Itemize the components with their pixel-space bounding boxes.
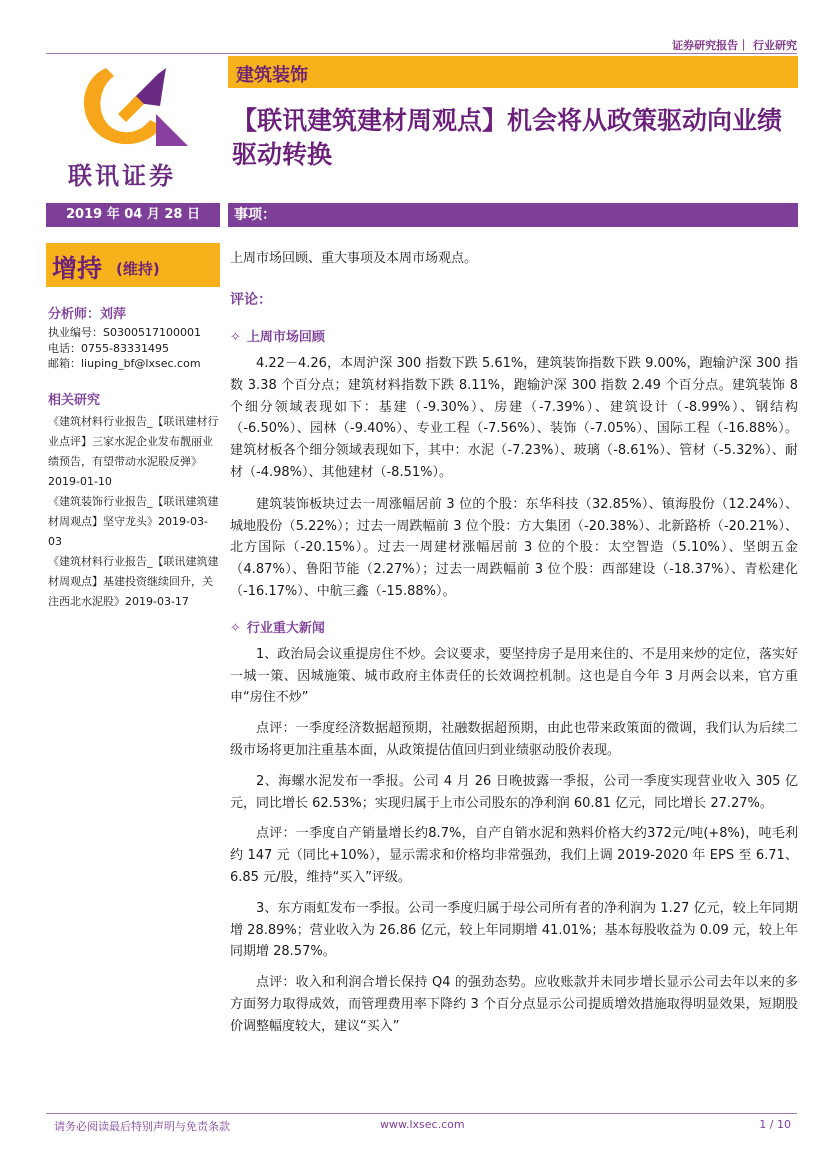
news-paragraph: 3、东方雨虹发布一季报。公司一季度归属于母公司所有者的净利润为 1.27 亿元，较上年同期增 28.89%；营业收入为 26.86 亿元，较上年同期增 41.01%；基本每股收益为 0.09 元，较上年同期增 28.57%。 [230, 900, 798, 960]
news-paragraph: 点评：一季度自产销量增长约8.7%，自产自销水泥和熟料价格大约372元/吨(+8%)，吨毛利约 147 元（同比+10%），显示需求和价格均非常强劲，我们上调 2019-2020 年 EPS 至 6.71、6.85 元/股，维持“买入”评级。 [230, 826, 798, 885]
analyst-email[interactable]: 邮箱：liuping_bf@lxsec.com [48, 357, 201, 370]
section-heading-market-review: ✧ 上周市场回顾 [230, 330, 325, 345]
footer-divider [46, 1113, 797, 1114]
topic-label: 事项： [228, 203, 798, 227]
rating-sub: (维持) [116, 260, 160, 278]
diamond-icon: ✧ [230, 620, 241, 636]
sector-banner [228, 56, 798, 88]
sidebar [48, 303, 220, 612]
footer-website[interactable]: www.lxsec.com [380, 1118, 465, 1131]
company-logo [62, 62, 212, 190]
analyst-label: 分析师：刘萍 [48, 307, 127, 322]
rating-main: 增持 [52, 254, 103, 283]
header-divider [46, 53, 797, 54]
logo-mark-icon [62, 62, 212, 158]
intro-text: 上周市场回顾、重大事项及本周市场观点。 [230, 251, 478, 266]
news-paragraph: 2、海螺水泥发布一季报。公司 4 月 26 日晚披露一季报，公司一季度实现营业收入 305 亿元，同比增长 62.53%；实现归属于上市公司股东的净利润 60.81 亿元，同比增长 27.27%。 [230, 773, 798, 811]
related-item[interactable]: 《建筑装饰行业报告_【联讯建筑建材周观点】坚守龙头》2019-03-03 [48, 494, 219, 548]
related-item[interactable]: 《建筑材料行业报告_【联讯建筑建材周观点】基建投资继续回升，关注西北水泥股》2019-03-17 [48, 554, 219, 608]
sector-name: 建筑装饰 [236, 65, 308, 86]
report-date: 2019 年 04 月 28 日 [46, 203, 220, 227]
footer-disclaimer[interactable]: 请务必阅读最后特别声明与免责条款 [54, 1120, 230, 1133]
page-number: 1 / 10 [759, 1118, 791, 1131]
market-review-paragraph: 建筑装饰板块过去一周涨幅居前 3 位的个股：东华科技（32.85%）、镇海股份（12.24%）、城地股份（5.22%）；过去一周跌幅前 3 位个股：方大集团（-20.38%）、北新路桥（-20.21%）、北方国际（-20.15%）。过去一周建材涨幅居前 3 位的个股：太空智造（5.10%）、坚朗五金（4.87%）、鲁阳节能（2.27%）；过去一周跌幅前 3 位个股：西部建设（-18.37%）、青松建化（-16.17%）、中航三鑫（-15.88%）。 [230, 496, 798, 599]
market-review-paragraph: 4.22－4.26，本周沪深 300 指数下跌 5.61%，建筑装饰指数下跌 9.00%，跑输沪深 300 指数 3.38 个百分点；建筑材料指数下跌 8.11%，跑输沪深 300 指数 2.49 个百分点。建筑装饰 8 个细分领域表现如下：基建（-9.30%）、房建（-7.39%）、建筑设计（-8.99%）、钢结构（-6.50%）、园林（-9.40%）、专业工程（-7.56%）、装饰（-7.05%）、国际工程（-16.88%）。建筑材板各个细分领域表现如下，其中：水泥（-7.23%）、玻璃（-8.61%）、管材（-5.32%）、耐材（-4.98%）、其他建材（-8.51%）。 [230, 356, 798, 480]
news-paragraph: 点评：一季度经济数据超预期，社融数据超预期，由此也带来政策面的微调，我们认为后续二级市场将更加注重基本面，从政策提估值回归到业绩驱动股价表现。 [230, 721, 798, 758]
section-heading-news: ✧ 行业重大新闻 [230, 620, 325, 636]
analyst-phone: 电话：0755-83331495 [48, 341, 169, 355]
related-research-title: 相关研究 [48, 392, 101, 408]
news-paragraph: 1、政治局会议重提房住不炒。会议要求，要坚持房子是用来住的、不是用来炒的定位，落实好一城一策、因城施策、城市政府主体责任的长效调控机制。这也是自今年 3 月两会以来，官方重申“房住不炒” [230, 646, 798, 706]
report-title: 【联讯建筑建材周观点】机会将从政策驱动向业绩驱动转换 [232, 106, 783, 169]
analyst-contact [48, 325, 220, 372]
report-type-tag: 证券研究报告｜ 行业研究 [672, 39, 797, 52]
related-item[interactable]: 《建筑材料行业报告_【联讯建材行业点评】三家水泥企业发布靓丽业绩预告，有望带动水泥股反弹》2019-01-10 [48, 414, 219, 488]
rating-box [46, 243, 220, 287]
logo-text: 联讯证券 [68, 161, 176, 190]
comment-label: 评论： [230, 292, 272, 308]
diamond-icon: ✧ [230, 330, 241, 345]
analyst-license: 执业编号：S0300517100001 [48, 326, 201, 339]
news-paragraph: 点评：收入和利润合增长保持 Q4 的强劲态势。应收账款并未同步增长显示公司去年以来的多方面努力取得成效，而管理费用率下降约 3 个百分点显示公司提质增效措施取得明显效果，短期股价调整幅度较大，建议“买入” [230, 975, 798, 1034]
